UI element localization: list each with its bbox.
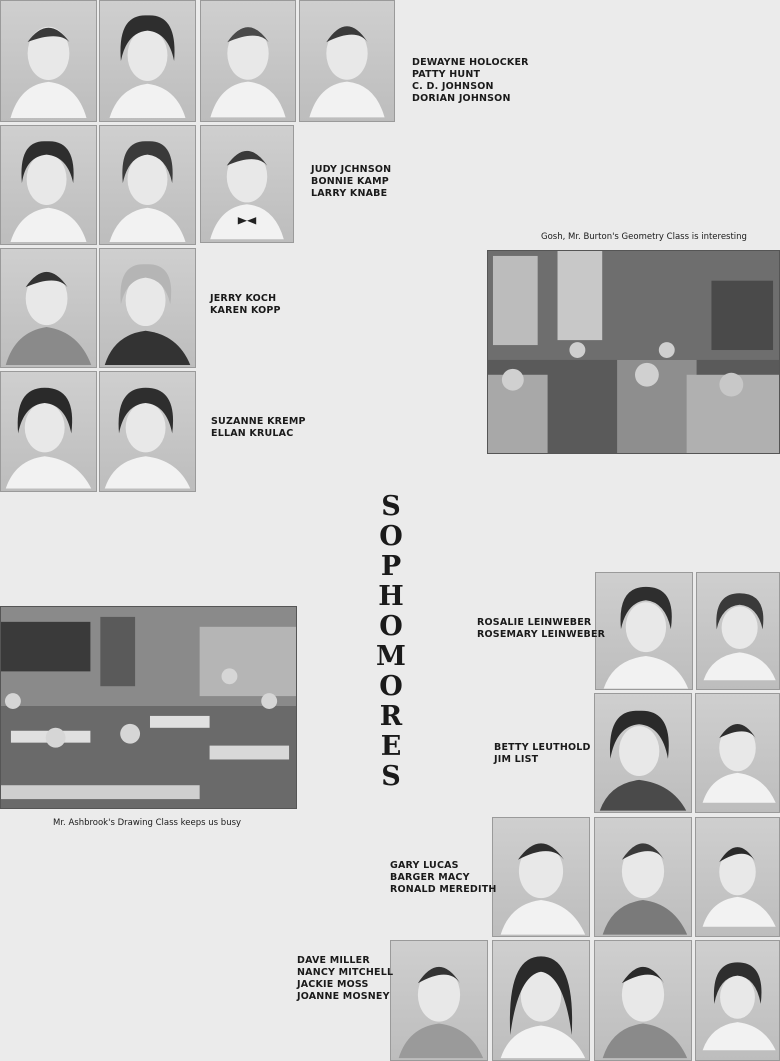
student-name: DAVE MILLER bbox=[297, 955, 370, 966]
name-list-6 bbox=[494, 742, 591, 766]
portrait-joanne-mosney bbox=[695, 940, 780, 1061]
student-name: SUZANNE KREMP bbox=[211, 416, 306, 427]
student-name: DEWAYNE HOLOCKER bbox=[412, 57, 529, 68]
portrait-dorian-johnson bbox=[299, 0, 395, 122]
drawing-caption: Mr. Ashbrook's Drawing Class keeps us busy bbox=[53, 818, 242, 828]
student-name: BARGER MACY bbox=[390, 872, 470, 883]
student-name: NANCY MITCHELL bbox=[297, 967, 394, 978]
portrait-gary-lucas bbox=[492, 817, 590, 937]
portrait-jim-list bbox=[695, 693, 780, 813]
title-letter: E bbox=[380, 731, 402, 762]
title-letter: S bbox=[381, 761, 401, 792]
student-name: ROSALIE LEINWEBER bbox=[477, 617, 592, 628]
student-name: KAREN KOPP bbox=[210, 305, 281, 316]
page-title-sophomores bbox=[376, 492, 406, 792]
portrait-bonnie-kamp bbox=[99, 125, 196, 245]
title-letter: M bbox=[376, 641, 406, 672]
name-list-5 bbox=[477, 617, 605, 641]
student-name: JUDY JCHNSON bbox=[311, 164, 392, 175]
student-name: C. D. JOHNSON bbox=[412, 81, 494, 92]
student-name: ROSEMARY LEINWEBER bbox=[477, 629, 606, 640]
student-name: JERRY KOCH bbox=[210, 293, 277, 304]
title-letter: P bbox=[380, 551, 402, 582]
name-list-2 bbox=[311, 164, 391, 200]
portrait-ronald-meredith bbox=[695, 817, 780, 937]
title-letter: H bbox=[378, 581, 404, 612]
student-name: BONNIE KAMP bbox=[311, 176, 389, 187]
portrait-rosemary-leinweber bbox=[696, 572, 780, 690]
portrait-nancy-mitchell bbox=[492, 940, 590, 1061]
name-list-8 bbox=[297, 955, 393, 1003]
portrait-dave-miller bbox=[390, 940, 488, 1061]
geometry-class-photo bbox=[487, 250, 780, 454]
portrait-rosalie-leinweber bbox=[595, 572, 693, 690]
title-letter: S bbox=[381, 491, 401, 522]
portrait-jerry-koch bbox=[0, 248, 97, 368]
portrait-larry-knabe bbox=[200, 125, 294, 243]
student-name: JIM LIST bbox=[494, 754, 539, 765]
portrait-patty-hunt bbox=[99, 0, 196, 122]
title-letter: R bbox=[379, 701, 403, 732]
portrait-karen-kopp bbox=[99, 248, 196, 368]
portrait-c-d-johnson bbox=[200, 0, 296, 122]
title-letter: O bbox=[379, 521, 403, 552]
student-name: BETTY LEUTHOLD bbox=[494, 742, 591, 753]
student-name: JACKIE MOSS bbox=[297, 979, 369, 990]
portrait-barger-macy bbox=[594, 817, 692, 937]
name-list-7 bbox=[390, 860, 497, 896]
title-letter: O bbox=[379, 671, 403, 702]
name-list-4 bbox=[211, 416, 306, 440]
portrait-suzanne-kremp bbox=[0, 371, 97, 492]
student-name: DORIAN JOHNSON bbox=[412, 93, 511, 104]
geometry-caption: Gosh, Mr. Burton's Geometry Class is interesting bbox=[541, 232, 747, 242]
student-name: ELLAN KRULAC bbox=[211, 428, 294, 439]
student-name: GARY LUCAS bbox=[390, 860, 459, 871]
name-list-3 bbox=[210, 293, 281, 317]
student-name: JOANNE MOSNEY bbox=[297, 991, 390, 1002]
student-name: LARRY KNABE bbox=[311, 188, 388, 199]
portrait-betty-leuthold bbox=[594, 693, 692, 813]
portrait-ellan-krulac bbox=[99, 371, 196, 492]
portrait-dewayne-holocker bbox=[0, 0, 97, 122]
name-list-1 bbox=[412, 57, 529, 105]
student-name: PATTY HUNT bbox=[412, 69, 481, 80]
drawing-class-photo bbox=[0, 606, 297, 809]
portrait-judy-johnson bbox=[0, 125, 97, 245]
portrait-jackie-moss bbox=[594, 940, 692, 1061]
student-name: RONALD MEREDITH bbox=[390, 884, 497, 895]
title-letter: O bbox=[379, 611, 403, 642]
